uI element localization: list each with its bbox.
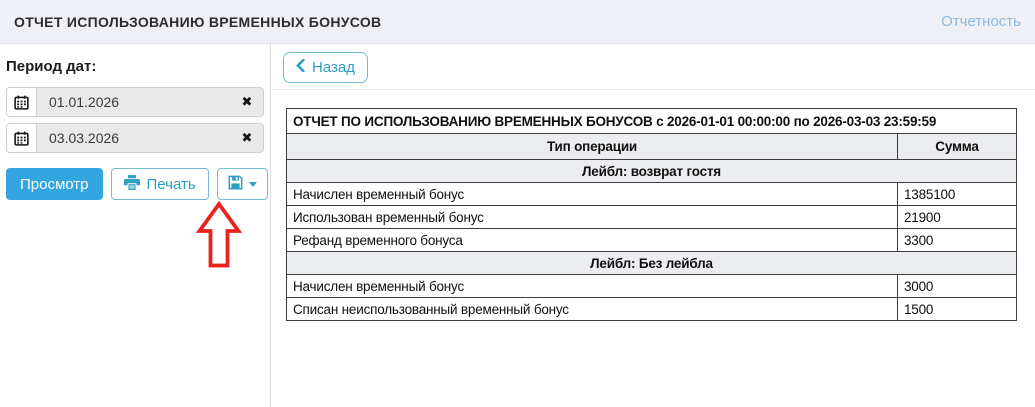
clear-date-to-icon[interactable]: ✖ bbox=[231, 124, 263, 152]
back-button[interactable] bbox=[283, 52, 368, 83]
sum-cell: 1385100 bbox=[898, 183, 1017, 206]
printer-icon bbox=[124, 175, 140, 194]
operation-type-cell: Использован временный бонус bbox=[287, 206, 898, 229]
report-title: ОТЧЕТ ПО ИСПОЛЬЗОВАНИЮ ВРЕМЕННЫХ БОНУСОВ с 2026-01-01 00:00:00 по 2026-03-03 23:59:59 bbox=[287, 109, 1017, 134]
operation-type-cell: Начислен временный бонус bbox=[287, 275, 898, 298]
table-row bbox=[287, 206, 1017, 229]
sidebar-actions bbox=[6, 168, 264, 200]
back-button-label: Назад bbox=[312, 59, 355, 76]
date-to-input[interactable] bbox=[37, 124, 231, 152]
chevron-left-icon bbox=[296, 59, 305, 76]
operation-type-cell: Начислен временный бонус bbox=[287, 183, 898, 206]
annotation-arrow-up bbox=[196, 201, 242, 273]
save-dropdown-button[interactable] bbox=[217, 168, 268, 200]
reports-nav-link[interactable]: Отчетность bbox=[941, 13, 1021, 30]
page-header bbox=[0, 0, 1035, 44]
table-row bbox=[287, 229, 1017, 252]
table-row bbox=[287, 298, 1017, 321]
calendar-icon[interactable] bbox=[7, 124, 37, 152]
sum-cell: 1500 bbox=[898, 298, 1017, 321]
page-title: ОТЧЕТ ИСПОЛЬЗОВАНИЮ ВРЕМЕННЫХ БОНУСОВ bbox=[14, 13, 382, 30]
print-button[interactable] bbox=[111, 168, 209, 200]
date-from-input[interactable] bbox=[37, 88, 231, 116]
period-label: Период дат: bbox=[6, 58, 97, 75]
clear-date-from-icon[interactable]: ✖ bbox=[231, 88, 263, 116]
table-row bbox=[287, 275, 1017, 298]
date-from-control bbox=[6, 87, 264, 117]
caret-down-icon bbox=[249, 182, 257, 187]
calendar-icon[interactable] bbox=[7, 88, 37, 116]
section-label: Лейбл: Без лейбла bbox=[287, 252, 1017, 275]
section-label: Лейбл: возврат гостя bbox=[287, 160, 1017, 183]
table-row bbox=[287, 183, 1017, 206]
view-button[interactable]: Просмотр bbox=[6, 168, 103, 200]
save-icon bbox=[228, 175, 243, 194]
operation-type-cell: Списан неиспользованный временный бонус bbox=[287, 298, 898, 321]
print-button-label: Печать bbox=[146, 175, 196, 193]
date-to-control bbox=[6, 123, 264, 153]
column-header-sum: Сумма bbox=[898, 134, 1017, 160]
report-content bbox=[272, 44, 1035, 407]
toolbar-divider bbox=[272, 89, 1035, 90]
sum-cell: 21900 bbox=[898, 206, 1017, 229]
report-table bbox=[286, 108, 1017, 321]
sum-cell: 3000 bbox=[898, 275, 1017, 298]
column-header-operation-type: Тип операции bbox=[287, 134, 898, 160]
operation-type-cell: Рефанд временного бонуса bbox=[287, 229, 898, 252]
sum-cell: 3300 bbox=[898, 229, 1017, 252]
